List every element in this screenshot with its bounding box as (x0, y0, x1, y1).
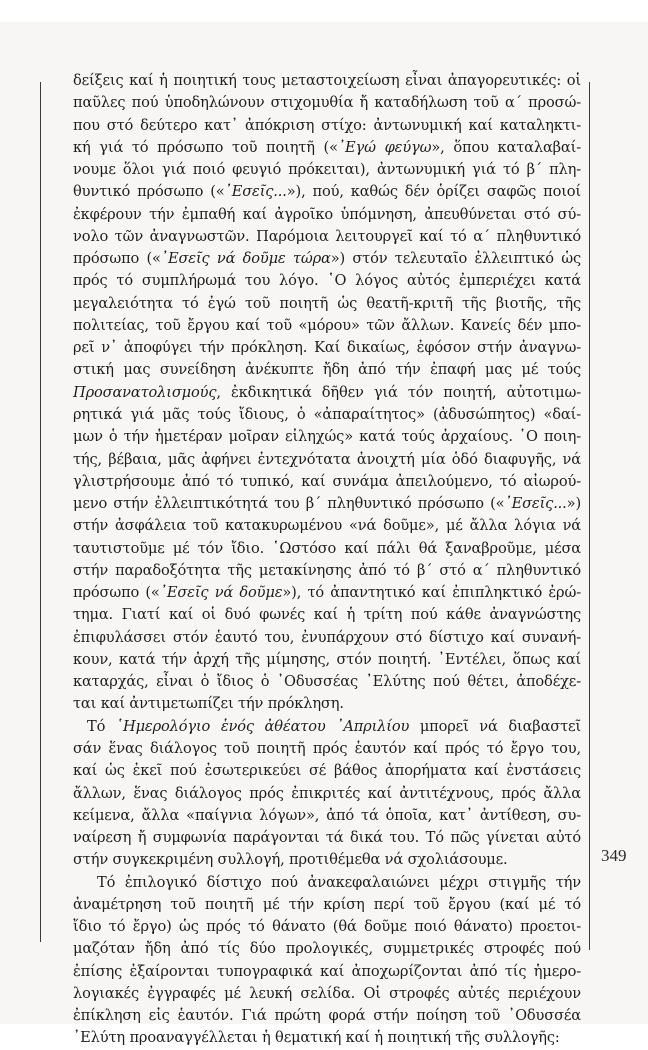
text-segment: καί ὡς ἐκεῖ πού ἐσωτερικεύει σέ βάθος ἀπορήματα καί ἐνστάσεις (73, 762, 581, 780)
text-line (73, 92, 581, 114)
text-line (73, 70, 581, 92)
text-segment: λογιακές ἐγγραφές μέ λευκή σελίδα. Οἱ στροφές αὐτές περιέχουν (73, 984, 581, 1002)
text-line (73, 538, 581, 560)
text-line (73, 1005, 581, 1027)
text-segment: ναίρεση ἤ συμφωνία παράγονται τά δικά του. Τό πῶς γίνεται αὐτό (73, 829, 581, 847)
text-segment: πρόσωπο (« (73, 584, 160, 602)
text-line (73, 716, 581, 738)
left-margin-rule (40, 82, 41, 942)
text-line (73, 738, 581, 760)
text-segment: ἐπιφυλάσσει στόν ἑαυτό του, ἐνυπάρχουν στό δίστιχο καί συνανή- (73, 628, 581, 646)
text-segment: μεγαλειότητα τό ἐγώ τοῦ ποιητῆ ὡς θεατῆ-κριτῆ τῆς βιοτῆς, τῆς (73, 294, 581, 312)
text-segment: μπορεῖ νά διαβαστεῖ (409, 717, 581, 735)
text-segment: ») (566, 495, 581, 513)
text-line (73, 627, 581, 649)
text-segment: ρεῖ ν᾽ ἀποφύγει τήν πρόκληση. Καί δικαίως, ἐφόσον στήν ἀναγνω- (73, 339, 581, 357)
text-segment: ἐκφέρουν τήν ἐμπαθή καί ἀγροῖκο ὑπόμνηση, ἀπευθύνεται στό σύ- (73, 205, 581, 223)
text-segment: στήν ἀσφάλεια τοῦ κατακυρωμένου «νά δοῦμε», μέ ἄλλα λόγια νά (73, 517, 581, 535)
italic-title-segment: ῾Ημερολόγιο ἑνός ἀθέατου ᾽Απριλίου (115, 717, 410, 735)
text-segment: πολιτείας, τοῦ ἔργου καί τοῦ «μόρου» τῶν ἄλλων. Κανείς δέν μπο- (73, 316, 581, 334)
text-segment: νολο τῶν ἀναγνωστῶν. Παρόμοια λειτουργεῖ καί τό α΄ πληθυντικό (73, 227, 581, 245)
text-line (73, 938, 581, 960)
text-line (73, 783, 581, 805)
text-line (73, 115, 581, 137)
text-line (73, 671, 581, 693)
text-line (73, 137, 581, 159)
text-line (73, 894, 581, 916)
text-segment: τημα. Γιατί καί οἱ δυό φωνές καί ἡ τρίτη πού κάθε ἀναγνώστης (73, 606, 581, 624)
text-line (73, 404, 581, 426)
text-segment: καταρχάς, εἶναι ὁ ἴδιος ὁ ᾽Οδυσσέας ᾽Ελύτης πού θέτει, ἀποδέχε- (73, 673, 581, 691)
text-line (73, 983, 581, 1005)
text-segment: κείμενα, ἄλλα «παίγνια λόγων», ἀπό τά ὁποῖα, κατ᾽ ἀντίθεση, συ- (73, 806, 581, 824)
text-segment: ρητικά γιά μᾶς τούς ἴδιους, ὁ «ἀπαραίτητος» (ἀδυσώπητος) «δαί- (73, 405, 581, 423)
text-segment: κουν, κατά τήν ἀρχή τῆς μίμησης, στόν ποιητή. ᾽Εντέλει, ὅπως καί (73, 650, 581, 668)
text-line (73, 872, 581, 894)
text-segment: νουμε ὅλοι γιά ποιό φευγιό πρόκειται), ἀντωνυμική γιά τό β΄ πλη- (73, 161, 581, 179)
right-margin-rule (589, 82, 590, 950)
text-line (73, 293, 581, 315)
text-line (73, 916, 581, 938)
italic-title-segment: Προσανατολισμούς (73, 383, 217, 401)
text-segment: Τό ἐπιλογικό δίστιχο πού ἀνακεφαλαιώνει μέχρι στιγμῆς τήν (97, 873, 581, 891)
body-text (73, 70, 581, 1050)
text-segment: ») στόν τελευταῖο ἐλλειπτικό ὡς (330, 250, 581, 268)
italic-title-segment: ᾽Εγώ φεύγω (337, 138, 432, 156)
text-line (73, 760, 581, 782)
text-segment: μενο στήν ἐλλειπτικότητά του β΄ πληθυντικό πρόσωπο (« (73, 495, 505, 513)
text-line (73, 248, 581, 270)
text-line (73, 961, 581, 983)
text-segment: γλιστρήσουμε ἀπό τό τυπικό, καί συνάμα ἀπειλούμενο, τό αἰωρού- (73, 472, 581, 490)
text-segment: »), πού, καθώς δέν ὁρίζει σαφῶς ποιοί (286, 183, 581, 201)
text-segment: στήν παραδοξότητα τῆς μετακίνησης ἀπό τό β΄ στό α΄ πληθυντικό (73, 561, 581, 579)
italic-title-segment: ᾽Εσεῖς... (224, 183, 287, 201)
text-segment: ἀναμέτρηση τοῦ ποιητῆ μέ τήν κρίση περί τοῦ ἔργου (καί μέ τό (73, 895, 581, 913)
text-segment: »), τό ἀπαντητικό καί ἐπιπληκτικό ἐρώ- (282, 584, 581, 602)
text-segment: ᾽Ελύτη προαναγγέλλεται ἡ θεματική καί ἡ ποιητική τῆς συλλογῆς: (73, 1029, 560, 1047)
text-segment: που στό δεύτερο κατ᾽ ἀπόκριση στίχο: ἀντωνυμική καί καταληκτι- (73, 116, 581, 134)
italic-title-segment: ᾽Εσεῖς... (504, 495, 567, 513)
text-segment: ται καί ἀντιμετωπίζει τήν πρόκληση. (73, 695, 344, 713)
text-line (73, 337, 581, 359)
text-segment: στήν συγκεκριμένη συλλογή, προτιθέμεθα νά σχολιάσουμε. (73, 851, 508, 869)
text-line (73, 693, 581, 715)
text-segment: ἐπίσης ἐξαίρονται τυπογραφικά καί ἀποχωρίζονται ἀπό τίς ἡμερο- (73, 962, 581, 980)
text-segment: δείξεις καί ἡ ποιητική τους μεταστοιχείωση εἶναι ἀπαγορευτικές: οἱ (73, 72, 581, 89)
text-segment: Τό (87, 717, 116, 735)
text-line (73, 382, 581, 404)
text-segment: θυντικό πρόσωπο (« (73, 183, 225, 201)
text-segment: , ἐκδικητικά δῆθεν γιά τόν ποιητή, αὐτοτιμω- (216, 383, 581, 401)
text-line (73, 449, 581, 471)
text-line (73, 805, 581, 827)
text-line (73, 515, 581, 537)
page-number: 349 (601, 846, 627, 865)
text-segment: ταυτιστοῦμε μέ τόν ἴδιο. ῾Ωστόσο καί πάλι θά ξαναβροῦμε, μέσα (73, 539, 581, 557)
text-line (73, 471, 581, 493)
text-segment: μαζόταν ἤδη ἀπό τίς δύο προλογικές, συμμετρικές στροφές πού (73, 940, 581, 958)
text-line (73, 849, 581, 871)
text-segment: πρός τό συμπλήρωμά του λόγο. ῾Ο λόγος αὐτός ἐμπεριέχει κατά (73, 272, 581, 290)
text-line (73, 270, 581, 292)
text-line (73, 181, 581, 203)
italic-title-segment: ᾽Εσεῖς νά δοῦμε τώρα (160, 250, 331, 268)
text-segment: πρόσωπο (« (73, 250, 161, 268)
text-segment: σάν ἕνας διάλογος τοῦ ποιητῆ πρός ἑαυτόν καί πρός τό ἔργο του, (73, 739, 581, 757)
text-line (73, 582, 581, 604)
text-line (73, 204, 581, 226)
text-line (73, 649, 581, 671)
text-segment: ἐπίκληση εἰς ἑαυτόν. Γιά πρώτη φορά στήν ποίηση τοῦ ᾽Οδυσσέα (73, 1007, 581, 1025)
text-segment: », ὅπου καταλαβαί- (431, 138, 581, 156)
text-segment: ἄλλων, ἕνας διάλογος πρός ἐπικριτές καί ἀντιτέχνους, πρός ἄλλα (73, 784, 581, 802)
text-segment: τής, βέβαια, μᾶς ἀφήνει ἐντεχνότατα ἀνοιχτή μία ὁδό διαφυγῆς, νά (73, 450, 581, 468)
text-segment: κή γιά τό πρόσωπο τοῦ ποιητῆ (« (73, 138, 338, 156)
text-line (73, 359, 581, 381)
text-line (73, 315, 581, 337)
text-segment: στική μας συνείδηση ἀνέκυπτε ἤδη ἀπό τήν ἐπαφή μας μέ τούς (73, 361, 581, 379)
text-line (73, 827, 581, 849)
text-line (73, 493, 581, 515)
text-segment: μων ὁ τήν ἡμετέραν μοῖραν εἰληχώς» κατά τούς ἀρχαίους. ῾Ο ποιη- (73, 428, 581, 446)
text-line (73, 426, 581, 448)
text-line (73, 1027, 581, 1049)
text-line (73, 560, 581, 582)
text-segment: ἴδιο τό ἔργο) ὡς πρός τό θάνατο (θά δοῦμε ποιό θάνατο) προετοι- (73, 918, 581, 936)
text-segment: παῦλες πού ὑποδηλώνουν στιχομυθία ἤ καταδήλωση τοῦ α΄ προσώ- (73, 94, 581, 112)
text-line (73, 604, 581, 626)
text-line (73, 159, 581, 181)
text-line (73, 226, 581, 248)
italic-title-segment: ᾽Εσεῖς νά δοῦμε (159, 584, 283, 602)
